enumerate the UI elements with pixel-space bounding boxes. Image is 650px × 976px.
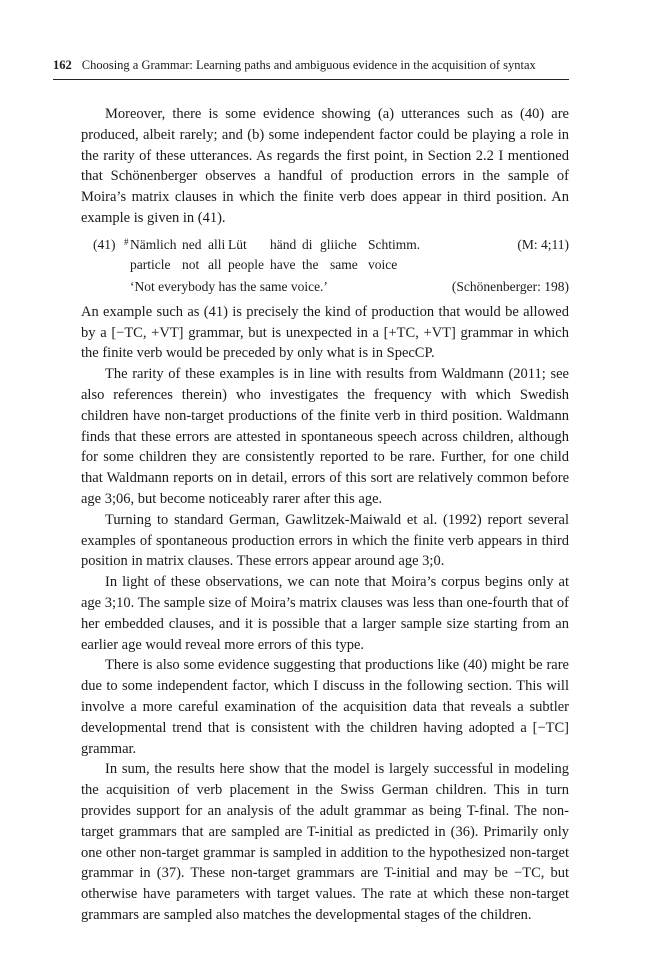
example-source: (Schönenberger: 198) (451, 278, 569, 294)
example-word: Schtimm. (368, 236, 421, 252)
example-word: Lüt (228, 236, 247, 252)
example-gloss: have (270, 256, 296, 272)
example-41 (81, 235, 569, 298)
paragraph: In sum, the results here show that the model is largely successful in modeling the acquisition of verb placement in the Swiss German children. This in turn provides support for an analysis of the adult grammar as being T-final. The non-target grammars that are sampled are T-initial as predicted in (36). Primarily only one other non-target grammar is sampled in addition to the hypothesized non-target grammar in (37). These non-target grammars are T-initial and may be −TC, but otherwise have parameters with target values. The rate at which these non-target grammars are sampled also matches the developmental stages of the children. (81, 761, 569, 923)
example-translation: ‘Not everybody has the same voice.’ (130, 278, 328, 294)
running-header (53, 58, 569, 73)
speaker-age: (M: 4;11) (517, 236, 569, 252)
example-word: händ (270, 236, 297, 252)
example-word: gliiche (320, 236, 357, 252)
paragraph: In light of these observations, we can note that Moira’s corpus begins only at age 3;10. The sample size of Moira’s matrix clauses was less than one-fourth that of her embedded clauses, and it is possible that a larger sample size starting from an earlier age would reveal more errors of this type. (81, 574, 569, 653)
running-title: Choosing a Grammar: Learning paths and ambiguous evidence in the acquisition of syntax (81, 58, 536, 72)
header-rule (53, 79, 569, 80)
example-gloss: all (208, 256, 222, 272)
example-gloss: the (302, 256, 319, 272)
paragraph: An example such as (41) is precisely the kind of production that would be allowed by a [−TC, +VT] grammar, but is unexpected in a [+TC, +VT] grammar in which the finite verb would be preceded by only what is in SpecCP. (81, 303, 569, 362)
example-gloss: voice (368, 256, 398, 272)
example-word: Nämlich (130, 236, 177, 252)
body-text (81, 104, 569, 926)
paragraph: Turning to standard German, Gawlitzek-Maiwald et al. (1992) report several examples of spontaneous production errors in which the finite verb appears in third position in matrix clauses. These errors appear around age 3;0. (81, 511, 569, 570)
example-word: alli (208, 236, 226, 252)
ungrammatical-mark: # (124, 236, 129, 247)
paragraph: There is also some evidence suggesting that productions like (40) might be rare due to some independent factor, which I discuss in the following section. This will involve a more careful examination of the acquisition data that reveals a subtler developmental trend that is consistent with the children having adopted a [−TC] grammar. (81, 657, 569, 757)
example-gloss: people (228, 256, 264, 272)
paragraph: Moreover, there is some evidence showing (a) utterances such as (40) are produced, albeit rarely; and (b) some independent factor could be playing a role in the rarity of these utterances. As regards the first point, in Section 2.2 I mentioned that Schönenberger observes a handful of production errors in the sample of Moira’s matrix clauses in which the finite verb does appear in third position. An example is given in (41). (81, 106, 569, 226)
page-number: 162 (53, 58, 72, 72)
example-gloss: same (330, 256, 358, 272)
example-number: (41) (93, 236, 116, 252)
paragraph: The rarity of these examples is in line with results from Waldmann (2011; see also references therein) who investigates the frequency with which Swedish children have non-target productions of the finite verb in third position. Waldmann finds that these errors are attested in spontaneous speech across children, although for some children they are consistently reported to be rare. Further, for one child that Waldmann reports on in detail, errors of this sort are relatively common before age 3;06, but become noticeably rarer after this age. (81, 366, 569, 507)
example-gloss: particle (130, 256, 171, 272)
example-word: ned (182, 236, 202, 252)
example-gloss: not (182, 256, 200, 272)
example-word: di (302, 236, 313, 252)
